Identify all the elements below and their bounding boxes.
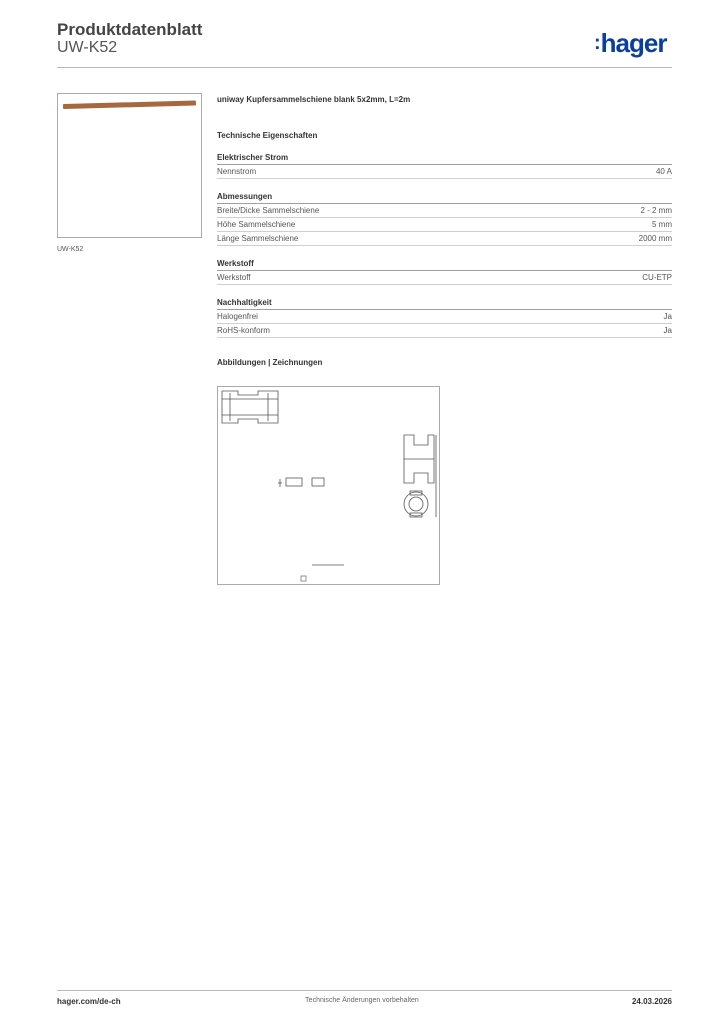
- property-value: Ja: [663, 312, 672, 321]
- technical-drawing: [217, 386, 440, 585]
- drawings-title: Abbildungen | Zeichnungen: [217, 358, 323, 367]
- property-label: Länge Sammelschiene: [217, 234, 299, 243]
- hager-logo: [594, 28, 666, 59]
- property-value: 2000 mm: [638, 234, 672, 243]
- group-material: [217, 259, 672, 285]
- group-title: Werkstoff: [217, 259, 672, 271]
- busbar-end-view-icon: [404, 491, 428, 517]
- group-sustainability: [217, 298, 672, 338]
- technical-drawing-svg: [218, 387, 439, 584]
- property-label: Werkstoff: [217, 273, 251, 282]
- property-label: Halogenfrei: [217, 312, 258, 321]
- group-title: Elektrischer Strom: [217, 153, 672, 165]
- property-value: 40 A: [655, 167, 672, 176]
- property-row: [217, 310, 672, 324]
- busbar-side-view-icon: [222, 391, 278, 423]
- property-value: Ja: [663, 326, 672, 335]
- product-image: [57, 93, 202, 238]
- logo-text: hager: [600, 28, 667, 58]
- property-value: CU-ETP: [642, 273, 672, 282]
- group-electrical-current: [217, 153, 672, 179]
- footer-divider: [57, 990, 672, 991]
- property-value: 5 mm: [652, 220, 672, 229]
- header-divider: [57, 67, 672, 68]
- product-details: [217, 95, 672, 367]
- copper-busbar-icon: [63, 101, 196, 109]
- footer-date: 24.03.2026: [631, 997, 672, 1006]
- property-row: [217, 232, 672, 246]
- footer-website-link[interactable]: hager.com/de-ch: [57, 997, 121, 1006]
- product-description: uniway Kupfersammelschiene blank 5x2mm, L=2m: [217, 95, 411, 104]
- group-dimensions: [217, 192, 672, 246]
- property-row: [217, 204, 672, 218]
- busbar-profile-icon: [278, 478, 324, 487]
- footer-note: Technische Änderungen vorbehalten: [305, 997, 419, 1004]
- group-title: Nachhaltigkeit: [217, 298, 672, 310]
- product-image-caption: UW-K52: [57, 246, 84, 253]
- logo-dots-icon: :: [594, 32, 600, 54]
- property-label: Höhe Sammelschiene: [217, 220, 296, 229]
- property-row: [217, 324, 672, 338]
- property-label: Nennstrom: [217, 167, 257, 176]
- property-value: 2 - 2 mm: [640, 206, 672, 215]
- technical-properties-title: Technische Eigenschaften: [217, 131, 318, 140]
- property-label: RoHS-konform: [217, 326, 270, 335]
- property-row: [217, 165, 672, 179]
- document-title: Produktdatenblatt: [57, 20, 203, 39]
- product-code: UW-K52: [57, 39, 118, 56]
- property-row: [217, 271, 672, 285]
- group-title: Abmessungen: [217, 192, 672, 204]
- property-label: Breite/Dicke Sammelschiene: [217, 206, 320, 215]
- marker-square-icon: [301, 576, 306, 581]
- property-row: [217, 218, 672, 232]
